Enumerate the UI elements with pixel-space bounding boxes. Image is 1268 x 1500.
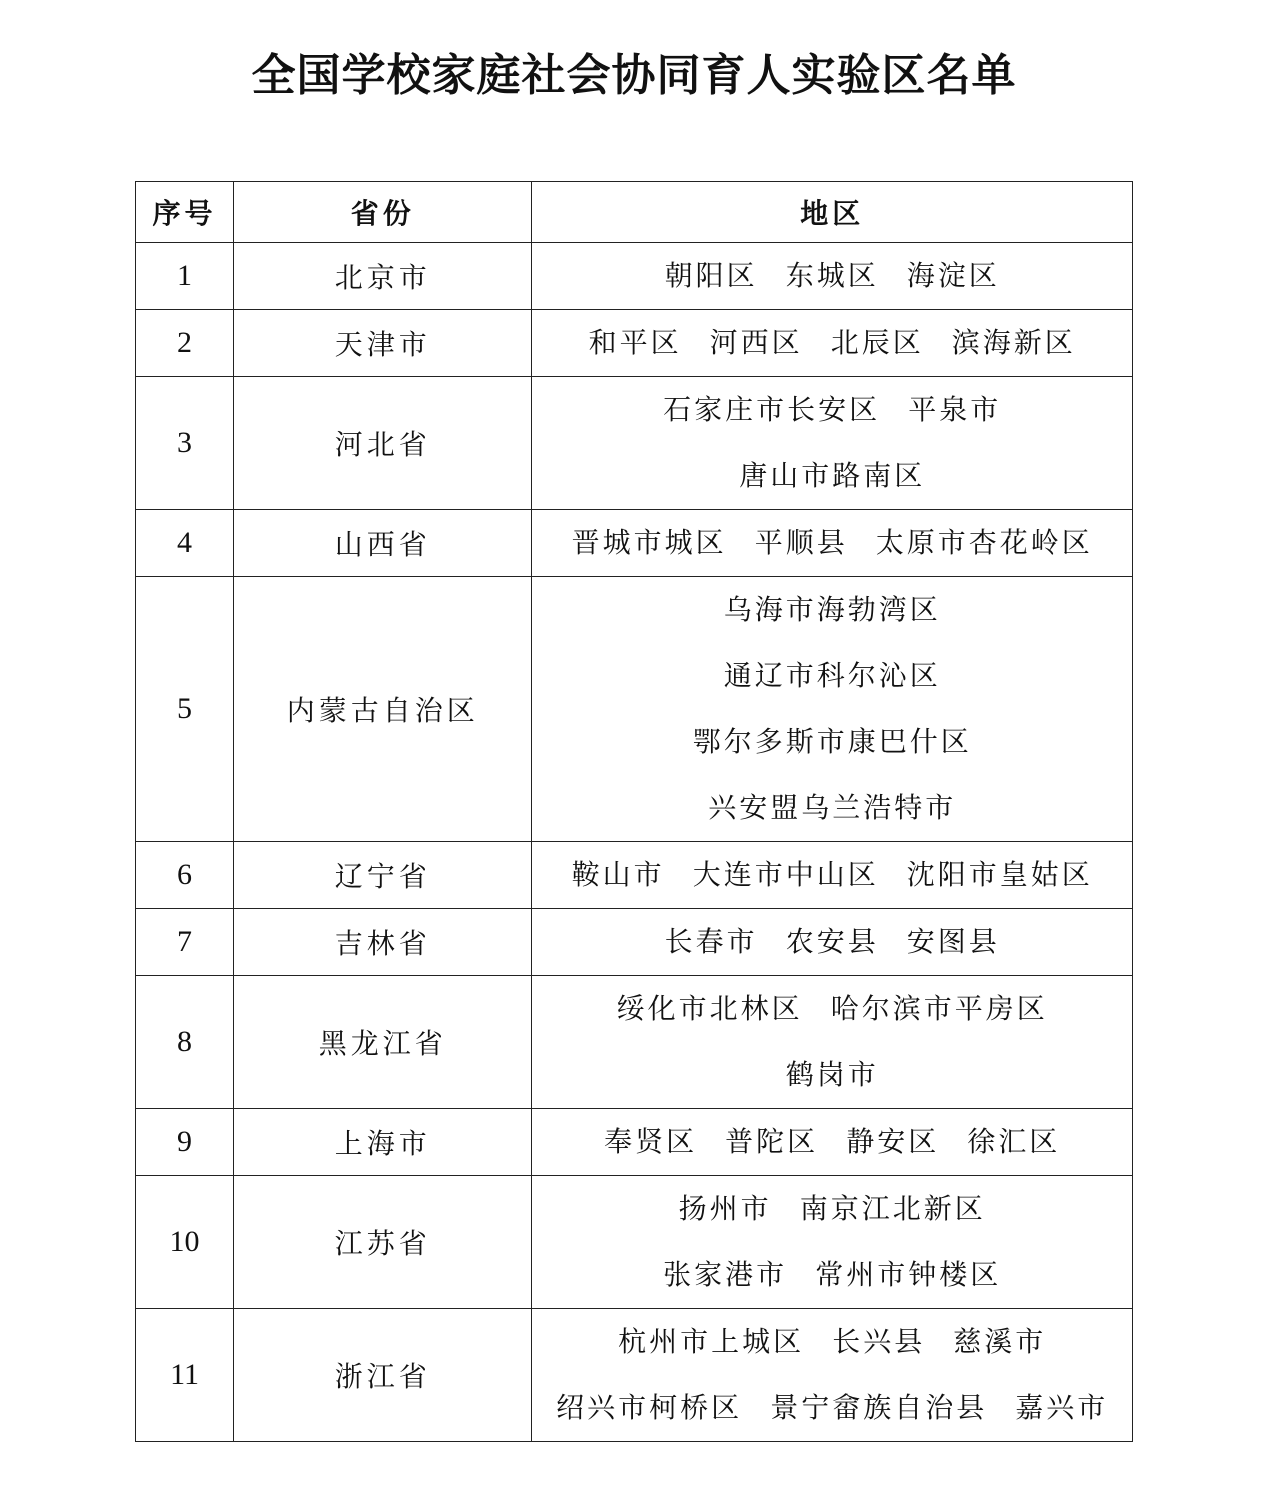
region-item: 徐汇区 bbox=[967, 1125, 1061, 1158]
row-province: 山西省 bbox=[234, 510, 532, 577]
region-item: 海淀区 bbox=[906, 259, 1000, 292]
region-item: 嘉兴市 bbox=[1015, 1391, 1109, 1424]
region-item: 长兴县 bbox=[832, 1325, 926, 1358]
table-row bbox=[136, 842, 1133, 909]
row-seq: 7 bbox=[136, 909, 234, 976]
region-line bbox=[532, 1176, 1132, 1242]
row-province: 北京市 bbox=[234, 243, 532, 310]
region-item: 农安县 bbox=[785, 925, 879, 958]
row-regions bbox=[532, 976, 1133, 1109]
region-line bbox=[532, 709, 1132, 775]
region-item: 朝阳区 bbox=[664, 259, 758, 292]
region-item: 哈尔滨市平房区 bbox=[830, 992, 1048, 1025]
region-item: 杭州市上城区 bbox=[618, 1325, 805, 1358]
row-province: 上海市 bbox=[234, 1109, 532, 1176]
row-regions bbox=[532, 377, 1133, 510]
document-title: 全国学校家庭社会协同育人实验区名单 bbox=[251, 50, 1017, 101]
region-item: 太原市杏花岭区 bbox=[875, 526, 1093, 559]
row-regions bbox=[532, 909, 1133, 976]
experiment-zone-table bbox=[135, 181, 1133, 1442]
region-line bbox=[532, 1042, 1132, 1108]
region-item: 慈溪市 bbox=[953, 1325, 1047, 1358]
region-line bbox=[532, 377, 1132, 443]
row-seq: 3 bbox=[136, 377, 234, 510]
row-seq: 9 bbox=[136, 1109, 234, 1176]
row-seq: 2 bbox=[136, 310, 234, 377]
table-row bbox=[136, 377, 1133, 510]
region-item: 张家港市 bbox=[663, 1258, 788, 1291]
table-row bbox=[136, 510, 1133, 577]
region-item: 石家庄市长安区 bbox=[663, 393, 881, 426]
region-item: 鞍山市 bbox=[571, 858, 665, 891]
row-regions bbox=[532, 510, 1133, 577]
header-region: 地区 bbox=[532, 182, 1133, 243]
table-row bbox=[136, 243, 1133, 310]
table-body bbox=[136, 243, 1133, 1442]
region-item: 滨海新区 bbox=[951, 326, 1076, 359]
row-seq: 4 bbox=[136, 510, 234, 577]
region-item: 兴安盟乌兰浩特市 bbox=[708, 791, 957, 824]
region-line bbox=[532, 443, 1132, 509]
row-province: 天津市 bbox=[234, 310, 532, 377]
region-item: 乌海市海勃湾区 bbox=[723, 593, 941, 626]
row-province: 辽宁省 bbox=[234, 842, 532, 909]
region-item: 鄂尔多斯市康巴什区 bbox=[692, 725, 972, 758]
row-regions bbox=[532, 1109, 1133, 1176]
region-item: 平顺县 bbox=[754, 526, 848, 559]
row-province: 江苏省 bbox=[234, 1176, 532, 1309]
region-line bbox=[532, 310, 1132, 376]
region-line bbox=[532, 1309, 1132, 1375]
region-item: 平泉市 bbox=[908, 393, 1002, 426]
region-item: 景宁畲族自治县 bbox=[770, 1391, 988, 1424]
region-item: 普陀区 bbox=[725, 1125, 819, 1158]
row-regions bbox=[532, 243, 1133, 310]
row-regions bbox=[532, 577, 1133, 842]
row-regions bbox=[532, 842, 1133, 909]
row-regions bbox=[532, 1176, 1133, 1309]
region-line bbox=[532, 1375, 1132, 1441]
region-item: 长春市 bbox=[664, 925, 758, 958]
row-regions bbox=[532, 1309, 1133, 1442]
region-line bbox=[532, 510, 1132, 576]
region-line bbox=[532, 1242, 1132, 1308]
region-item: 北辰区 bbox=[830, 326, 924, 359]
region-line bbox=[532, 909, 1132, 975]
table-row bbox=[136, 310, 1133, 377]
table-row bbox=[136, 1309, 1133, 1442]
row-seq: 5 bbox=[136, 577, 234, 842]
region-item: 绥化市北林区 bbox=[616, 992, 803, 1025]
region-item: 常州市钟楼区 bbox=[815, 1258, 1002, 1291]
row-seq: 10 bbox=[136, 1176, 234, 1309]
region-line bbox=[532, 842, 1132, 908]
region-item: 唐山市路南区 bbox=[739, 459, 926, 492]
region-item: 静安区 bbox=[846, 1125, 940, 1158]
row-province: 内蒙古自治区 bbox=[234, 577, 532, 842]
region-item: 和平区 bbox=[588, 326, 682, 359]
region-line bbox=[532, 243, 1132, 309]
region-line bbox=[532, 577, 1132, 643]
row-seq: 1 bbox=[136, 243, 234, 310]
region-item: 东城区 bbox=[785, 259, 879, 292]
region-item: 晋城市城区 bbox=[571, 526, 727, 559]
row-province: 浙江省 bbox=[234, 1309, 532, 1442]
row-province: 河北省 bbox=[234, 377, 532, 510]
region-item: 通辽市科尔沁区 bbox=[723, 659, 941, 692]
region-item: 沈阳市皇姑区 bbox=[906, 858, 1093, 891]
region-line bbox=[532, 976, 1132, 1042]
table-row bbox=[136, 1176, 1133, 1309]
region-line bbox=[532, 775, 1132, 841]
table-header-row bbox=[136, 182, 1133, 243]
region-item: 鹤岗市 bbox=[785, 1058, 879, 1091]
region-item: 大连市中山区 bbox=[692, 858, 879, 891]
row-province: 黑龙江省 bbox=[234, 976, 532, 1109]
region-item: 安图县 bbox=[906, 925, 1000, 958]
row-seq: 11 bbox=[136, 1309, 234, 1442]
region-item: 南京江北新区 bbox=[799, 1192, 986, 1225]
table-row bbox=[136, 909, 1133, 976]
region-line bbox=[532, 643, 1132, 709]
row-province: 吉林省 bbox=[234, 909, 532, 976]
region-item: 河西区 bbox=[709, 326, 803, 359]
region-line bbox=[532, 1109, 1132, 1175]
row-seq: 8 bbox=[136, 976, 234, 1109]
row-regions bbox=[532, 310, 1133, 377]
region-item: 扬州市 bbox=[678, 1192, 772, 1225]
region-item: 奉贤区 bbox=[604, 1125, 698, 1158]
region-item: 绍兴市柯桥区 bbox=[556, 1391, 743, 1424]
table-row bbox=[136, 976, 1133, 1109]
table-row bbox=[136, 1109, 1133, 1176]
table-row bbox=[136, 577, 1133, 842]
header-seq: 序号 bbox=[136, 182, 234, 243]
header-province: 省份 bbox=[234, 182, 532, 243]
row-seq: 6 bbox=[136, 842, 234, 909]
